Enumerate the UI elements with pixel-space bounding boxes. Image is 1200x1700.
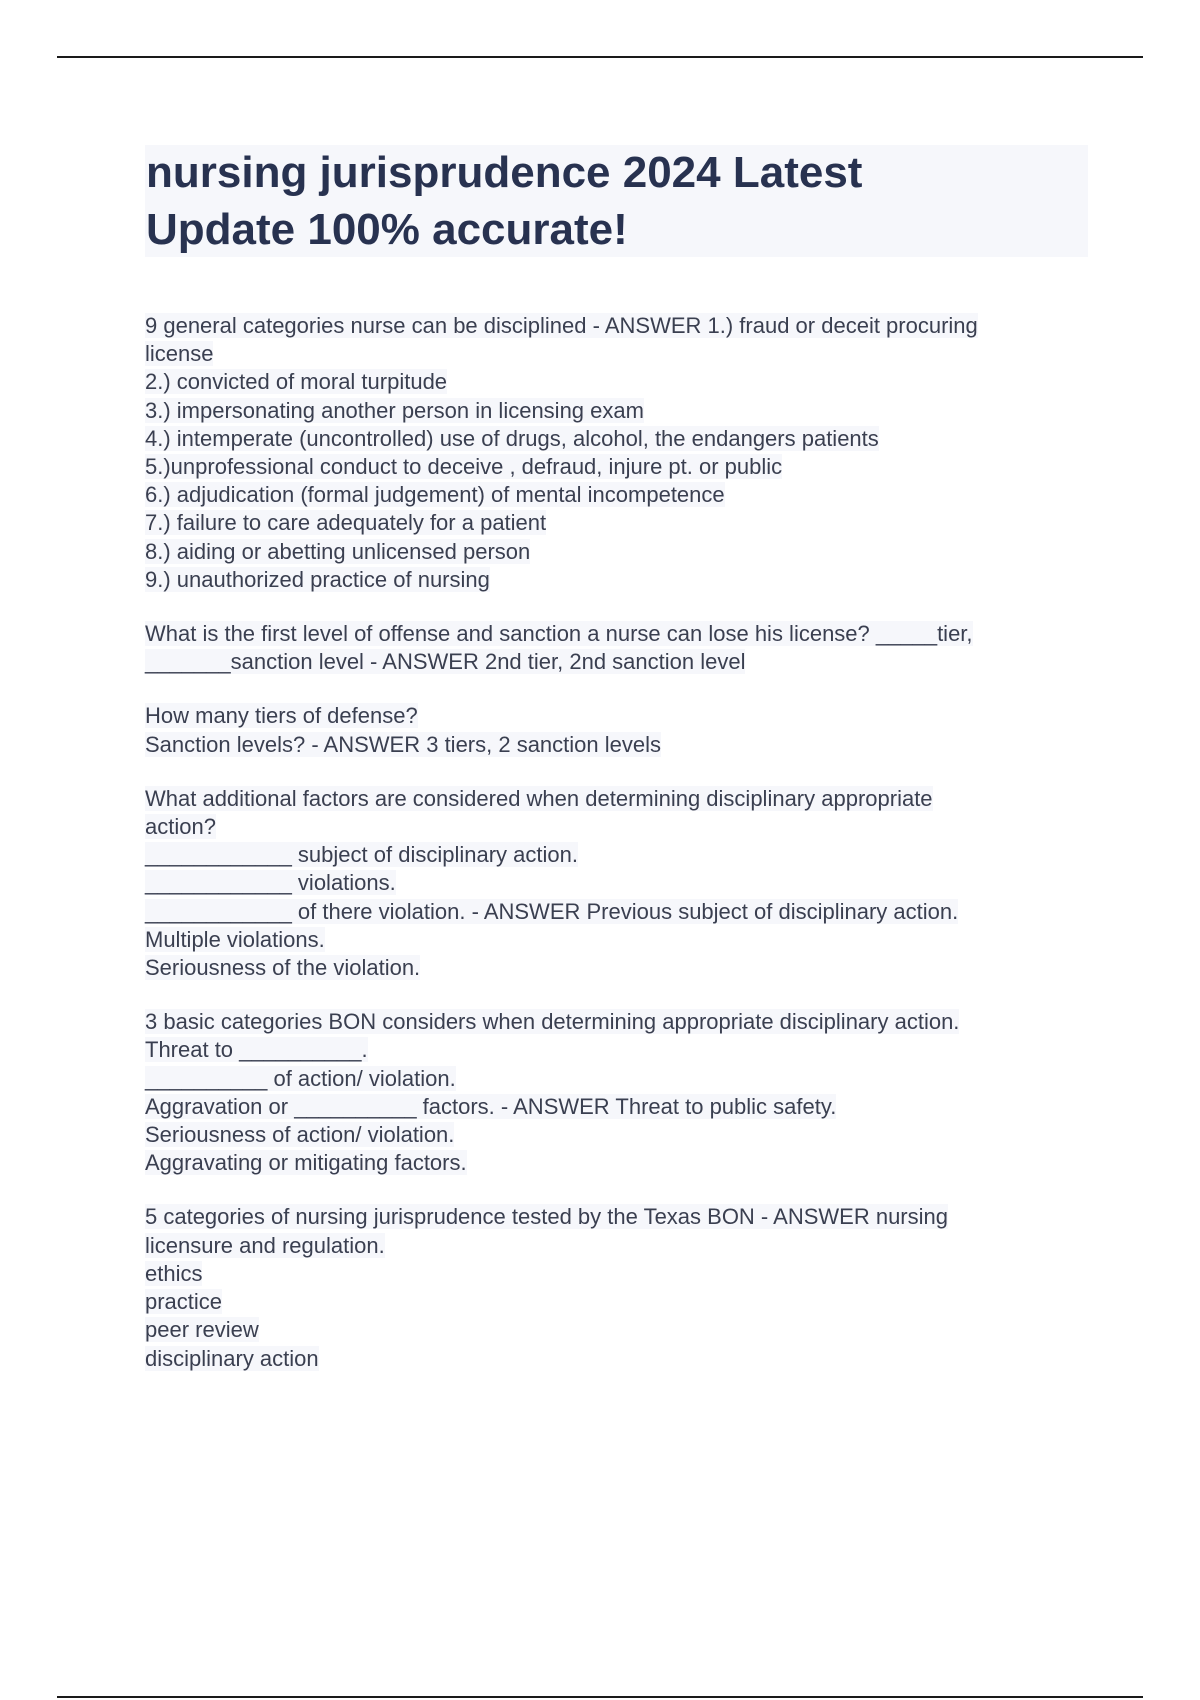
text-line: ____________ of there violation. - ANSWER Previous subject of disciplinary action.: [145, 898, 959, 924]
text-line: ____________ violations.: [145, 870, 396, 896]
text-line: 2.) convicted of moral turpitude: [145, 369, 448, 395]
text-line: license: [145, 341, 214, 367]
document-title: [146, 144, 1046, 258]
text-line: 7.) failure to care adequately for a patient: [145, 510, 547, 536]
text-line: 3.) impersonating another person in licensing exam: [145, 397, 644, 423]
title-line: nursing jurisprudence 2024 Latest: [146, 148, 863, 197]
text-line: licensure and regulation.: [145, 1232, 385, 1258]
text-line: What is the first level of offense and sanction a nurse can lose his license? _____tier,: [145, 621, 973, 647]
text-line: 9.) unauthorized practice of nursing: [145, 566, 490, 592]
text-line: Aggravating or mitigating factors.: [145, 1150, 467, 1176]
text-line: Seriousness of action/ violation.: [145, 1122, 455, 1148]
text-line: 9 general categories nurse can be disciplined - ANSWER 1.) fraud or deceit procuring: [145, 313, 978, 338]
text-line: peer review: [145, 1317, 259, 1343]
qa-block: [145, 1008, 1085, 1177]
top-rule: [57, 56, 1143, 58]
document-body: [145, 312, 1085, 1399]
text-line: 5.)unprofessional conduct to deceive , defraud, injure pt. or public: [145, 454, 783, 480]
text-line: 4.) intemperate (uncontrolled) use of drugs, alcohol, the endangers patients: [145, 425, 879, 451]
text-line: ____________ subject of disciplinary action.: [145, 842, 578, 868]
qa-block: [145, 620, 1085, 676]
text-line: _______sanction level - ANSWER 2nd tier, 2nd sanction level: [145, 649, 746, 675]
text-line: disciplinary action: [145, 1345, 319, 1371]
text-line: __________ of action/ violation.: [145, 1065, 456, 1091]
text-line: 3 basic categories BON considers when determining appropriate disciplinary action.: [145, 1009, 960, 1035]
text-line: action?: [145, 814, 216, 840]
title-line: Update 100% accurate!: [146, 205, 628, 254]
qa-block: [145, 1203, 1085, 1372]
text-line: Aggravation or __________ factors. - ANSWER Threat to public safety.: [145, 1093, 837, 1119]
qa-block: [145, 312, 1085, 594]
text-line: What additional factors are considered when determining disciplinary appropriate: [145, 785, 933, 811]
qa-block: [145, 785, 1085, 982]
text-line: ethics: [145, 1260, 203, 1286]
text-line: Threat to __________.: [145, 1037, 368, 1063]
text-line: 5 categories of nursing jurisprudence tested by the Texas BON - ANSWER nursing: [145, 1204, 948, 1230]
text-line: How many tiers of defense?: [145, 703, 418, 729]
bottom-rule: [57, 1696, 1143, 1698]
text-line: Multiple violations.: [145, 926, 325, 952]
text-line: practice: [145, 1289, 223, 1315]
text-line: 8.) aiding or abetting unlicensed person: [145, 538, 531, 564]
text-line: Sanction levels? - ANSWER 3 tiers, 2 sanction levels: [145, 731, 662, 757]
text-line: 6.) adjudication (formal judgement) of mental incompetence: [145, 482, 725, 508]
qa-block: [145, 702, 1085, 758]
text-line: Seriousness of the violation.: [145, 955, 421, 981]
